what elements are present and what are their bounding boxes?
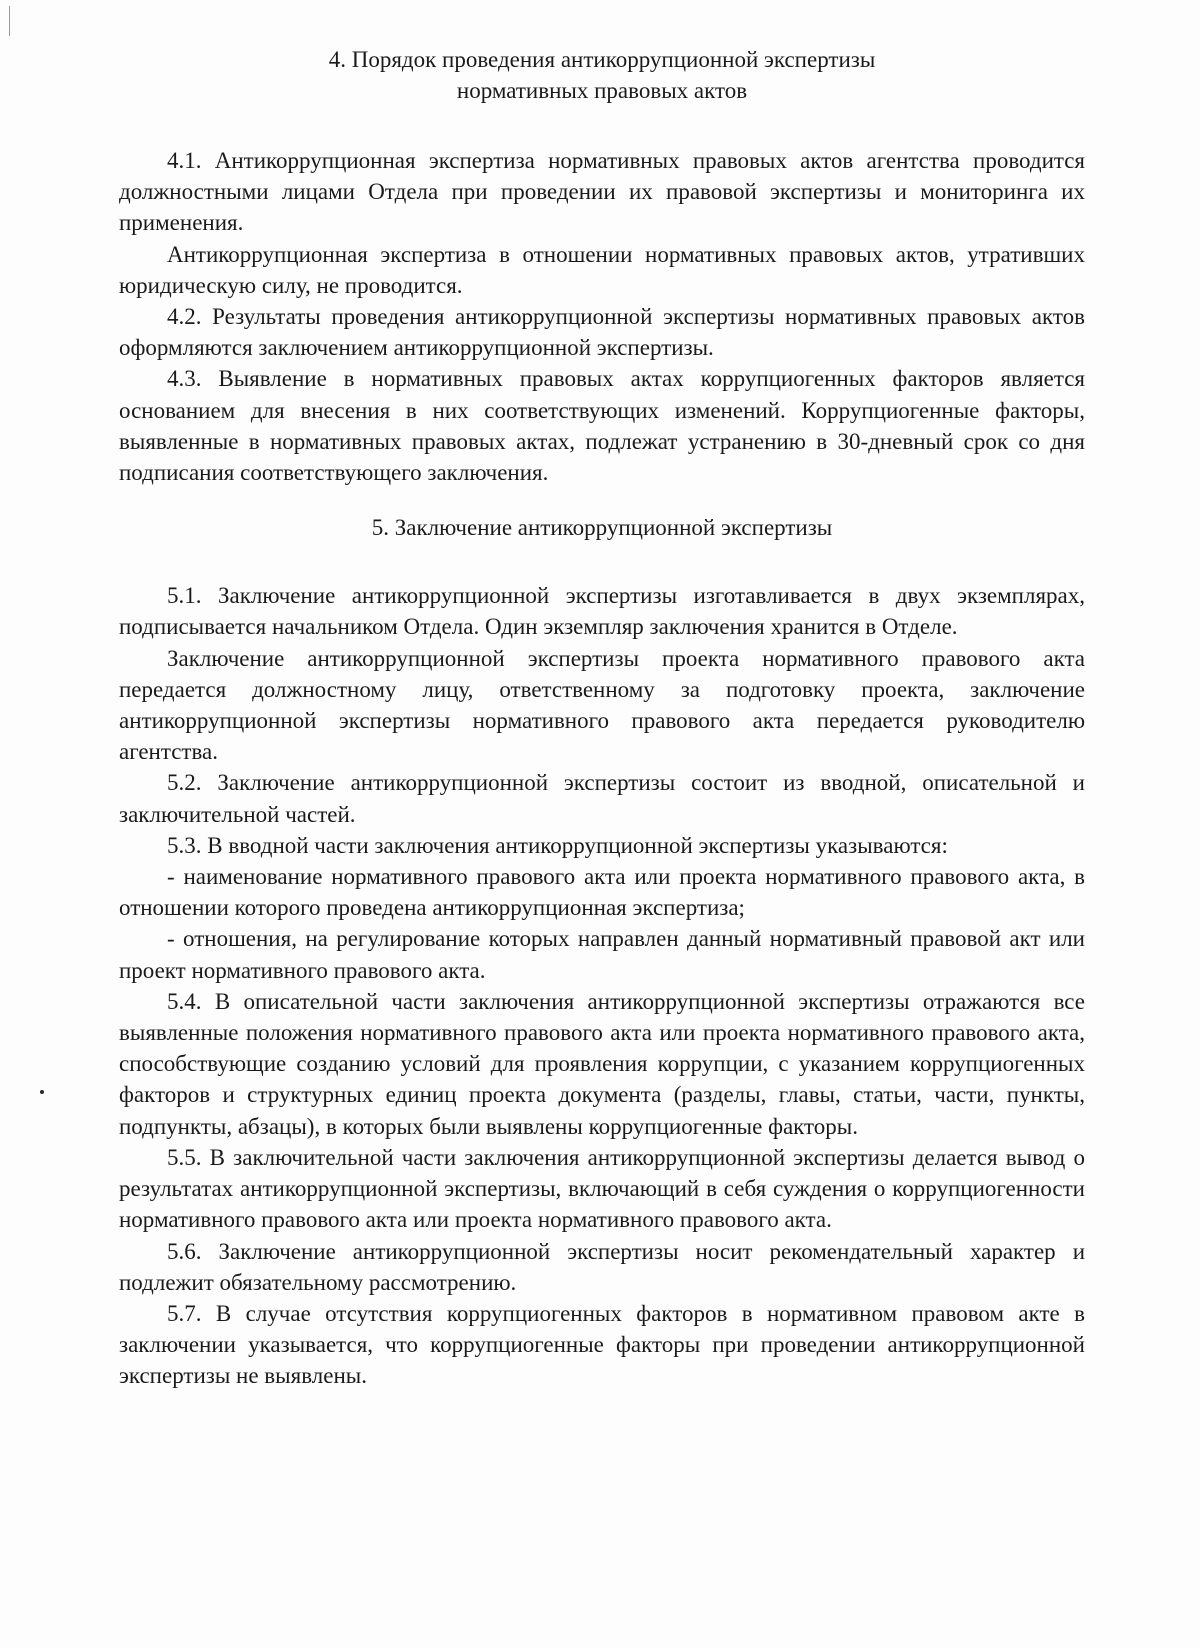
paragraph-5-2: 5.2. Заключение антикоррупционной экспертизы состоит из вводной, описательной и заключительной частей. xyxy=(119,770,1085,827)
paragraph-5-4: 5.4. В описательной части заключения антикоррупционной экспертизы отражаются все выявленные положения нормативного правового акта или проекта нормативного правового акта, способствующие созданию условий для проявления коррупции, с указанием коррупциогенных факторов и структурных единиц проекта документа (разделы, главы, статьи, части, пункты, подпункты, абзацы), в которых были выявлены коррупциогенные факторы. xyxy=(119,988,1085,1139)
section-4-heading xyxy=(119,44,1085,106)
paragraph-5-1: 5.1. Заключение антикоррупционной экспертизы изготавливается в двух экземплярах, подписывается начальником Отдела. Один экземпляр заключения хранится в Отделе. xyxy=(119,583,1085,640)
section-4-title-line-1: 4. Порядок проведения антикоррупционной экспертизы xyxy=(328,47,876,72)
list-item-5-3-a: - наименование нормативного правового акта или проекта нормативного правового акта, в отношении которого проведена антикоррупционная экспертиза; xyxy=(119,864,1085,921)
paragraph-4-3: 4.3. Выявление в нормативных правовых актах коррупциогенных факторов является основанием для внесения в них соответствующих изменений. Коррупциогенные факторы, выявленные в нормативных правовых актах, подлежат устранению в 30-дневный срок со дня подписания соответствующего заключения. xyxy=(119,366,1085,486)
paragraph-4-2: 4.2. Результаты проведения антикоррупционной экспертизы нормативных правовых актов оформляются заключением антикоррупционной экспертизы. xyxy=(119,304,1085,361)
section-5-body xyxy=(119,580,1085,1391)
paragraph-4-1-continued: Антикоррупционная экспертиза в отношении нормативных правовых актов, утративших юридическую силу, не проводится. xyxy=(119,241,1085,298)
section-5-heading: 5. Заключение антикоррупционной экспертизы xyxy=(371,515,833,541)
paragraph-5-3: 5.3. В вводной части заключения антикоррупционной экспертизы указываются: xyxy=(167,832,948,858)
section-4-body xyxy=(119,145,1085,488)
list-item-5-3-b: - отношения, на регулирование которых направлен данный нормативный правовой акт или проект нормативного правового акта. xyxy=(119,926,1085,983)
scan-edge-mark xyxy=(9,6,10,36)
section-4-title-line-2: нормативных правовых актов xyxy=(456,78,748,103)
document-body xyxy=(119,44,1085,1392)
paragraph-5-7: 5.7. В случае отсутствия коррупциогенных факторов в нормативном правовом акте в заключении указывается, что коррупциогенные факторы при проведении антикоррупционной экспертизы не выявлены. xyxy=(119,1300,1085,1389)
paragraph-5-1-continued: Заключение антикоррупционной экспертизы проекта нормативного правового акта передается должностному лицу, ответственному за подготовку проекта, заключение антикоррупционной экспертизы нормативного правового акта передается руководителю агентства. xyxy=(119,645,1085,765)
scan-speck xyxy=(40,1090,44,1094)
paragraph-4-1: 4.1. Антикоррупционная экспертиза нормативных правовых актов агентства проводится должностными лицами Отдела при проведении их правовой экспертизы и мониторинга их применения. xyxy=(119,148,1085,236)
paragraph-5-6: 5.6. Заключение антикоррупционной экспертизы носит рекомендательный характер и подлежит обязательному рассмотрению. xyxy=(119,1238,1085,1295)
paragraph-5-5: 5.5. В заключительной части заключения антикоррупционной экспертизы делается вывод о результатах антикоррупционной экспертизы, включающий в себя суждения о коррупциогенности нормативного правового акта или проекта нормативного правового акта. xyxy=(119,1144,1085,1233)
